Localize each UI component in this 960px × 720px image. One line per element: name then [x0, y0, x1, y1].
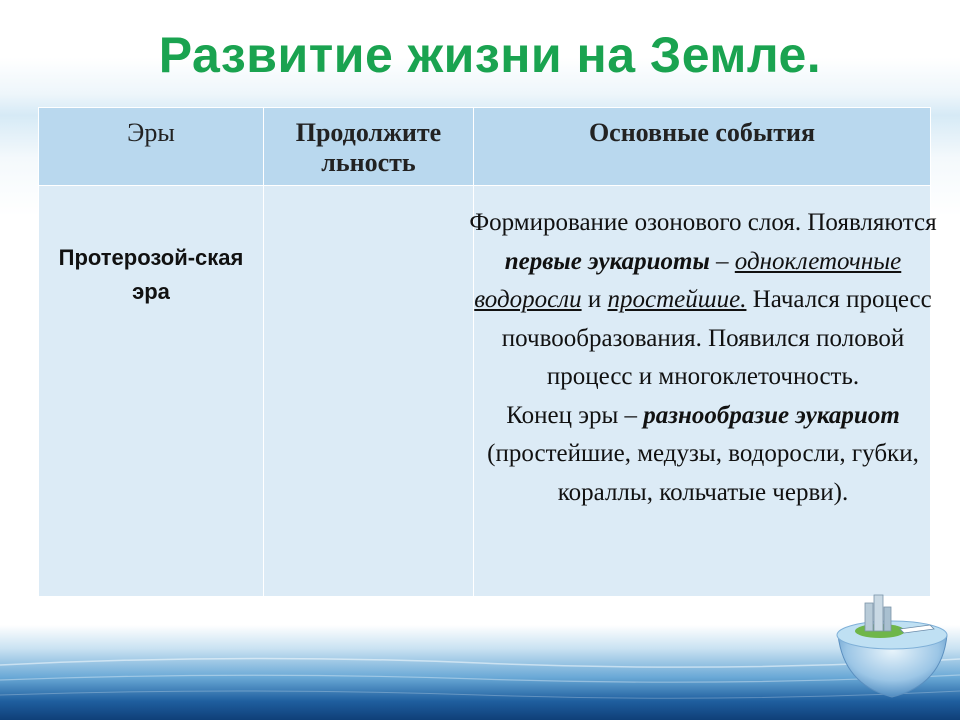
header-eras: Эры	[39, 108, 264, 186]
cell-events	[469, 186, 937, 597]
globe-island-icon	[830, 585, 955, 710]
events-bold-first-eukaryotes: первые эукариоты	[504, 247, 710, 275]
header-events: Основные события	[474, 108, 931, 186]
events-text-part: –	[709, 247, 735, 275]
table-row	[39, 186, 931, 597]
events-text-part: и	[581, 286, 608, 313]
events-underline-protozoa: простейшие.	[607, 286, 747, 313]
header-duration: Продолжите льность	[264, 108, 474, 186]
eras-table	[38, 107, 937, 597]
events-text-part: (простейшие, медузы, водоросли, губки, кораллы, кольчатые черви).	[487, 440, 919, 506]
events-text-part: Конец эры –	[506, 401, 644, 429]
events-text-part: Формирование озонового слоя. Появляются	[469, 209, 937, 236]
events-text-part: Начался процесс почвообразования. Появился половой процесс и многоклеточность.	[501, 286, 932, 390]
page-title: Развитие жизни на Земле.	[158, 27, 822, 83]
cell-era	[39, 186, 264, 597]
era-name: Протерозой-ская эра	[58, 245, 244, 304]
events-underline-algae: одноклеточные водоросли	[474, 247, 902, 313]
cell-duration	[264, 186, 474, 597]
background-ocean-band	[0, 625, 960, 720]
wave-lines-decoration	[0, 625, 960, 720]
events-text	[468, 204, 938, 512]
events-bold-diversity: разнообразие эукариот	[643, 401, 900, 429]
table-header-row	[39, 108, 931, 186]
